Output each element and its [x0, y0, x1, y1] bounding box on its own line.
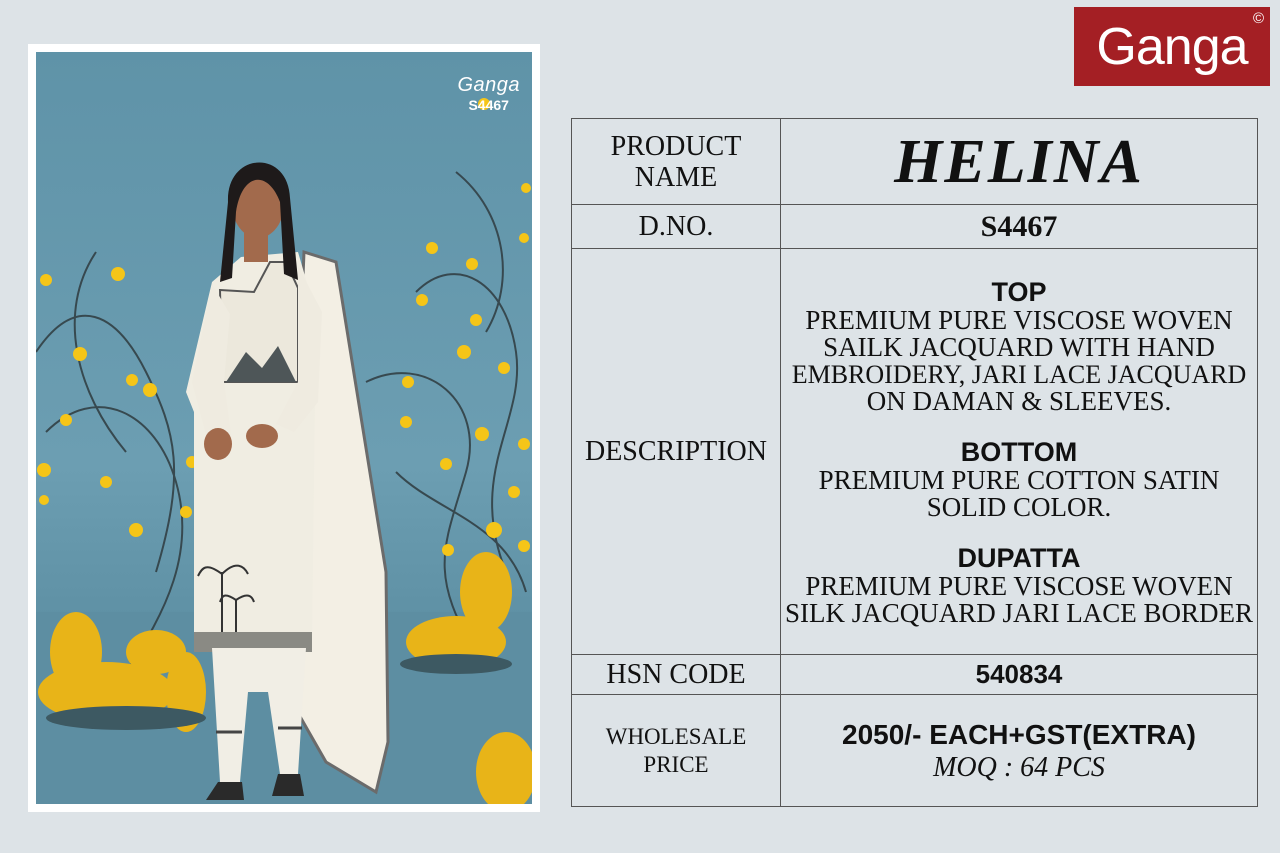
- row-design-no: [572, 205, 1258, 249]
- label-product-name-line1: PRODUCT: [610, 130, 742, 162]
- product-photo-illustration: [36, 52, 532, 804]
- hsn-code: 540834: [975, 659, 1063, 689]
- copyright-mark: ©: [1252, 10, 1264, 27]
- label-price-line2: PRICE: [643, 751, 709, 777]
- product-photo-frame: [28, 44, 540, 812]
- value-price-cell: [781, 695, 1258, 807]
- label-design-no: D.NO.: [572, 205, 781, 249]
- dupatta-line-1: PREMIUM PURE VISCOSE WOVEN: [805, 570, 1233, 601]
- label-hsn: HSN CODE: [572, 655, 781, 695]
- product-photo: [36, 52, 532, 804]
- top-line-1: PREMIUM PURE VISCOSE WOVEN: [805, 304, 1233, 335]
- label-description: DESCRIPTION: [572, 249, 781, 655]
- row-description: [572, 249, 1258, 655]
- top-line-4: ON DAMAN & SLEEVES.: [866, 385, 1172, 416]
- row-hsn: [572, 655, 1258, 695]
- value-design-no-cell: [781, 205, 1258, 249]
- row-price: [572, 695, 1258, 807]
- moq: MOQ : 64 PCS: [933, 751, 1105, 783]
- brand-logo-text: Ganga: [1096, 17, 1248, 76]
- bottom-line-1: PREMIUM PURE COTTON SATIN: [818, 464, 1220, 495]
- photo-watermark: [457, 74, 520, 113]
- product-spec-table: [571, 118, 1258, 807]
- bottom-line-2: SOLID COLOR.: [926, 491, 1112, 522]
- bottom-heading: BOTTOM: [960, 436, 1078, 467]
- dupatta-line-2: SILK JACQUARD JARI LACE BORDER: [784, 597, 1254, 628]
- row-product-name: [572, 119, 1258, 205]
- dupatta-heading: DUPATTA: [957, 542, 1081, 573]
- value-hsn-cell: [781, 655, 1258, 695]
- brand-logo: [1074, 7, 1270, 86]
- top-line-3: EMBROIDERY, JARI LACE JACQUARD: [791, 359, 1247, 389]
- value-product-name-cell: [781, 119, 1258, 205]
- design-no: S4467: [980, 209, 1058, 243]
- photo-design-code: S4467: [468, 97, 509, 113]
- top-heading: TOP: [991, 276, 1047, 307]
- description-cell: [781, 249, 1258, 655]
- photo-brand-text: Ganga: [457, 74, 520, 96]
- label-product-name: [572, 119, 781, 205]
- wholesale-price: 2050/- EACH+GST(EXTRA): [842, 718, 1196, 750]
- label-price: [572, 695, 781, 807]
- label-price-line1: WHOLESALE: [605, 723, 747, 749]
- top-line-2: SAILK JACQUARD WITH HAND: [823, 331, 1215, 362]
- label-product-name-line2: NAME: [634, 161, 718, 193]
- product-name: HELINA: [894, 127, 1144, 196]
